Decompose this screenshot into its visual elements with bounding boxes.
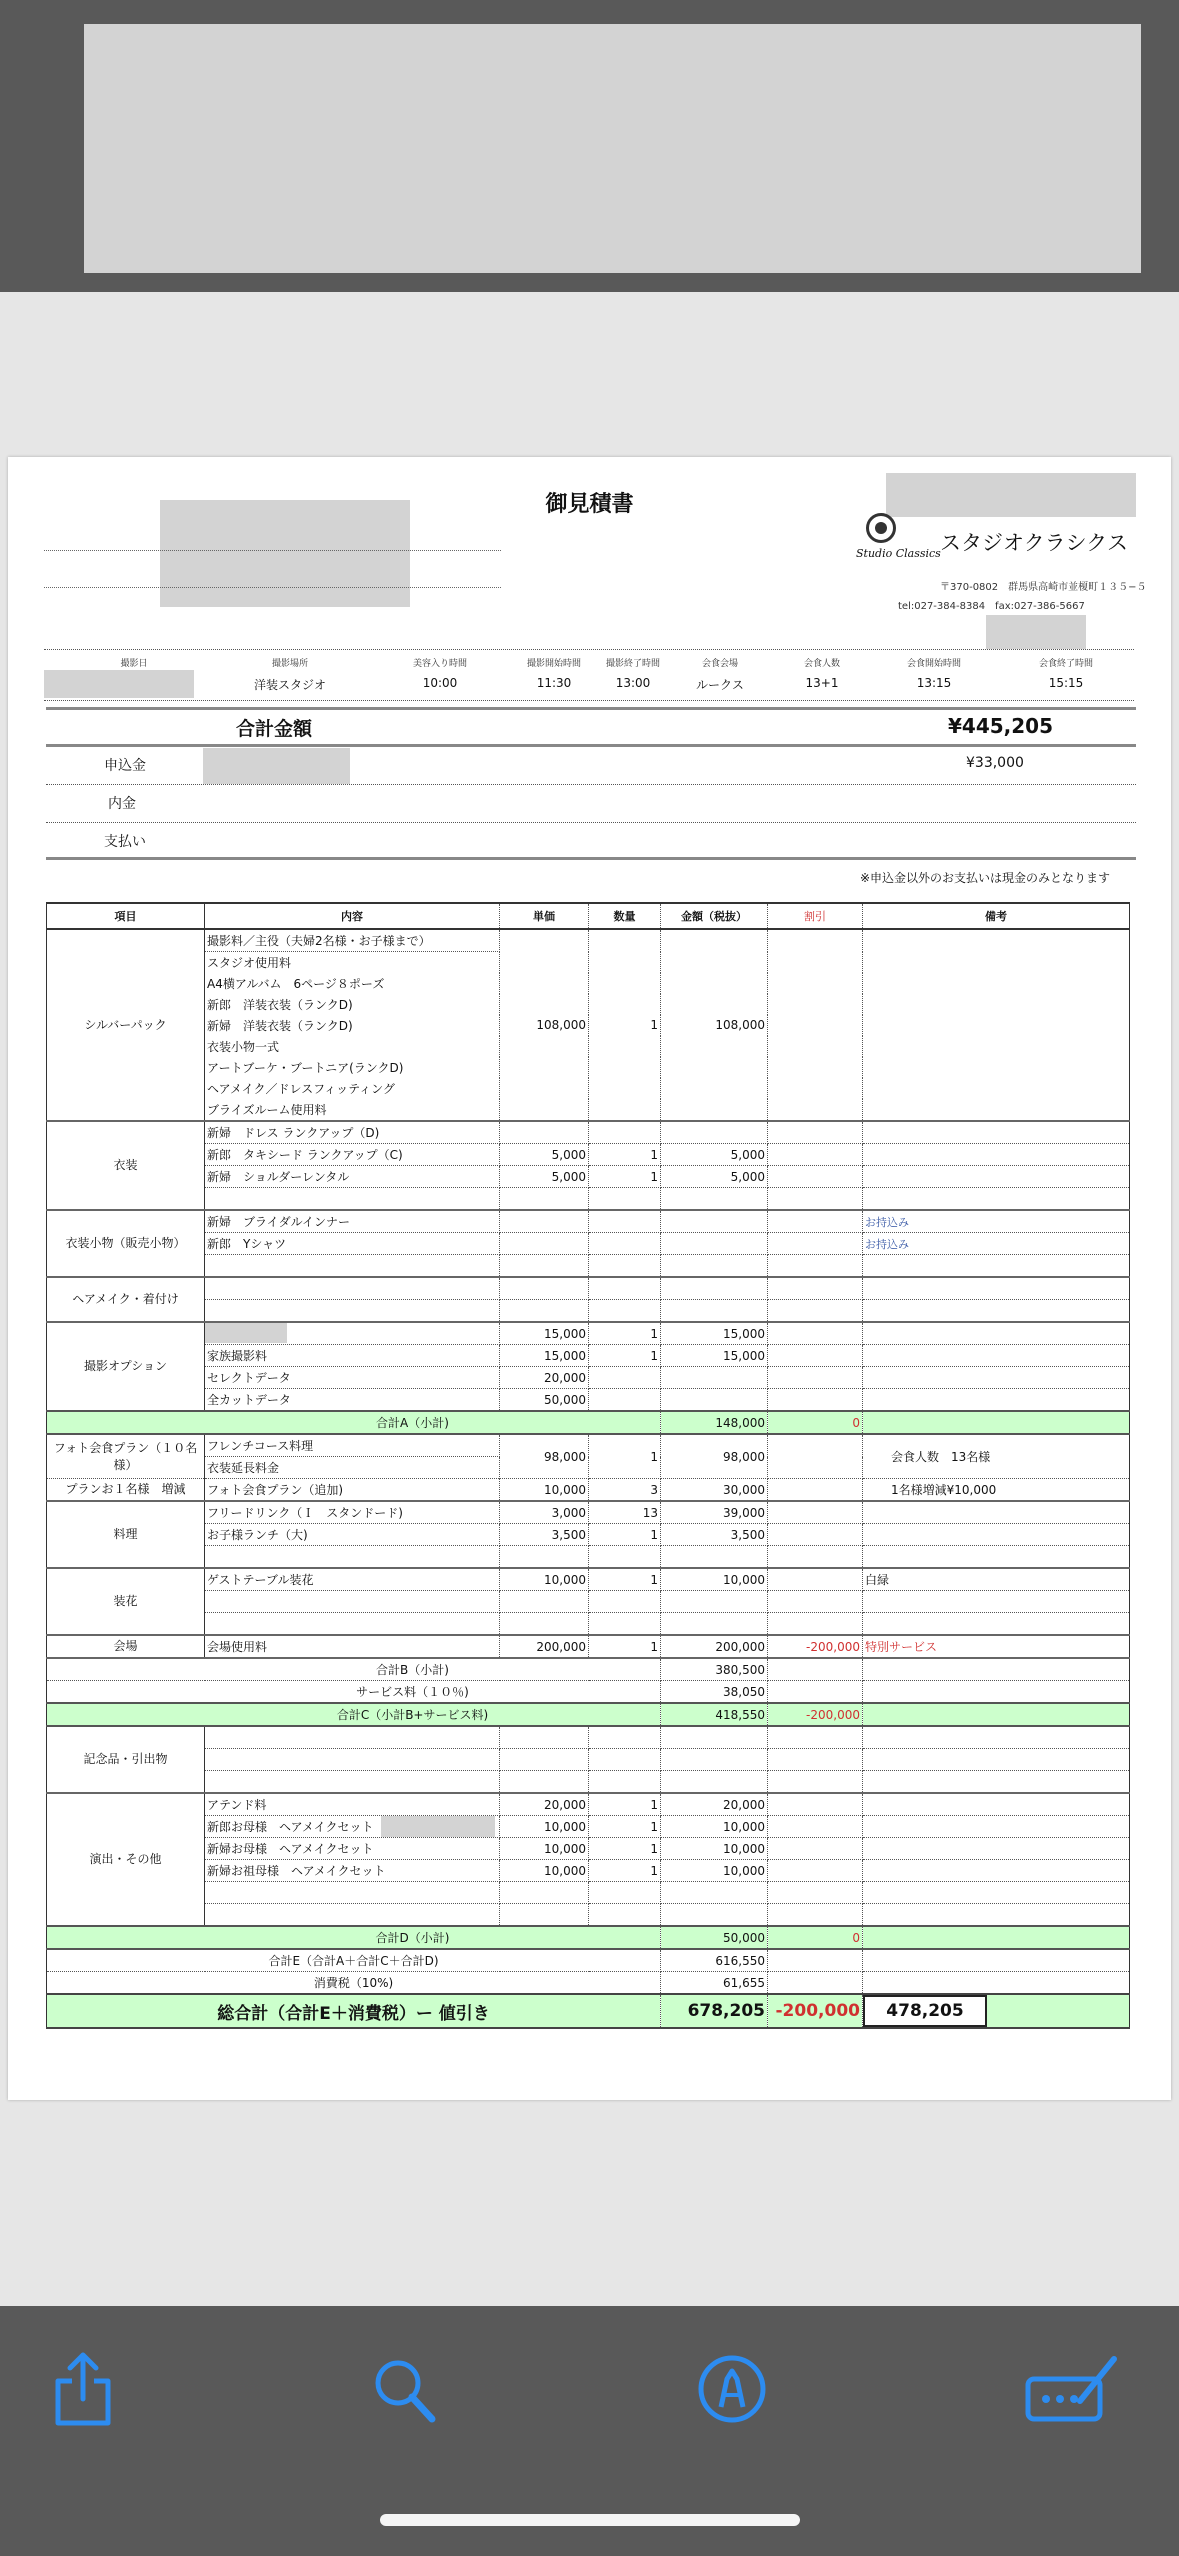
subtotal-row: [47, 1681, 1130, 1704]
price-cell: 15,000: [500, 1345, 589, 1367]
info-header: 撮影終了時間: [605, 659, 661, 669]
amount-cell: [661, 1121, 768, 1144]
content-cell: アートブーケ・ブートニア(ランクD): [205, 1057, 500, 1078]
discount-cell: [768, 929, 863, 1121]
note-cell: お持込み: [863, 1210, 1130, 1233]
price-cell: 15,000: [500, 1322, 589, 1345]
table-row: [47, 1613, 1130, 1636]
note-cell: 白緑: [863, 1568, 1130, 1591]
item-label: 衣装: [47, 1121, 205, 1210]
total-amount: ¥445,205: [948, 714, 1054, 738]
table-row: [47, 1882, 1130, 1904]
price-cell: 5,000: [500, 1166, 589, 1188]
redacted-text: [205, 1323, 287, 1343]
studio-logo: [856, 513, 941, 577]
info-value: 洋装スタジオ: [253, 678, 327, 692]
table-row: [47, 1322, 1130, 1345]
divider: [46, 707, 1136, 710]
price-cell: 20,000: [500, 1367, 589, 1389]
price-cell: 50,000: [500, 1389, 589, 1412]
content-cell: アテンド料: [205, 1793, 500, 1816]
table-row: [47, 1389, 1130, 1412]
search-icon[interactable]: [370, 2349, 440, 2429]
qty-cell: 1: [589, 1635, 661, 1658]
estimate-table: [46, 902, 1130, 2029]
table-row: [47, 1771, 1130, 1794]
amount-cell: 98,000: [661, 1434, 768, 1479]
table-row: [47, 1255, 1130, 1278]
content-cell: 新婦 ブライダルインナー: [205, 1210, 500, 1233]
price-cell: 10,000: [500, 1838, 589, 1860]
home-indicator[interactable]: [380, 2514, 800, 2526]
redacted-deposit-date: [203, 748, 350, 784]
price-cell: 10,000: [500, 1860, 589, 1882]
table-row: [47, 1568, 1130, 1591]
discount-cell: [768, 1166, 863, 1188]
table-row: [47, 1277, 1130, 1300]
qty-cell: 1: [589, 1322, 661, 1345]
content-cell: セレクトデータ: [205, 1367, 500, 1389]
info-header: 会食人数: [803, 659, 841, 669]
table-row: [47, 1210, 1130, 1233]
table-row: [47, 1546, 1130, 1569]
amount-cell: 10,000: [661, 1816, 768, 1838]
discount-cell: [768, 1121, 863, 1144]
info-header: 美容入り時間: [412, 659, 468, 669]
qty-cell: 1: [589, 1144, 661, 1166]
subtotal-discount: 0: [768, 1926, 863, 1949]
subtotal-amount: 616,550: [661, 1949, 768, 1972]
deposit-label: 申込金: [104, 758, 146, 774]
table-row: [47, 1726, 1130, 1749]
content-cell: 新郎 Yシャツ: [205, 1233, 500, 1255]
amount-cell: 15,000: [661, 1322, 768, 1345]
note-cell: [863, 929, 1130, 1121]
divider: [46, 857, 1136, 860]
item-label: 装花: [47, 1568, 205, 1635]
divider: [46, 822, 1136, 823]
col-header: 割引: [768, 903, 863, 929]
qty-cell: [589, 1121, 661, 1144]
info-value: 13+1: [805, 676, 839, 690]
tax-amount: 61,655: [661, 1972, 768, 1995]
content-cell: 新婦お母様 ヘアメイクセット: [205, 1838, 500, 1860]
content-cell: 新郎 洋装衣装（ランクD): [205, 994, 500, 1015]
amount-cell: 20,000: [661, 1793, 768, 1816]
table-row: [47, 1144, 1130, 1166]
subtotal-row: [47, 1411, 1130, 1434]
table-row: [47, 1367, 1130, 1389]
logo-text: Studio Classics: [856, 547, 941, 560]
subtotal-discount: -200,000: [768, 1703, 863, 1726]
service-label: サービス料（１０％): [47, 1681, 661, 1704]
note-cell: [863, 1121, 1130, 1144]
table-row: [47, 929, 1130, 952]
content-cell: 衣装小物一式: [205, 1036, 500, 1057]
table-row: [47, 1345, 1130, 1367]
qty-cell: 1: [589, 1860, 661, 1882]
content-cell: 新婦 ショルダーレンタル: [205, 1166, 500, 1188]
price-cell: 5,000: [500, 1144, 589, 1166]
info-header: 会食開始時間: [906, 659, 962, 669]
content-cell: 衣装延長料金: [205, 1457, 500, 1479]
table-row: [47, 1904, 1130, 1927]
amount-cell: 5,000: [661, 1144, 768, 1166]
content-cell: ゲストテーブル装花: [205, 1568, 500, 1591]
shoot-info-row: [44, 649, 1134, 701]
redacted-text: [381, 1816, 495, 1838]
content-cell: フォト会食プラン（追加): [205, 1479, 500, 1502]
grand-total-final: 478,205: [863, 1995, 987, 2027]
info-value: ルークス: [696, 678, 744, 692]
price-cell: 108,000: [500, 929, 589, 1121]
amount-cell: 5,000: [661, 1166, 768, 1188]
price-cell: 98,000: [500, 1434, 589, 1479]
col-header: 金額（税抜）: [661, 903, 768, 929]
table-header-row: [47, 903, 1130, 929]
studio-name: スタジオクラシクス: [940, 531, 1128, 555]
content-cell: A4横アルバム 6ページ８ポーズ: [205, 973, 500, 994]
qty-cell: 13: [589, 1501, 661, 1524]
col-header: 単価: [500, 903, 589, 929]
info-value: 15:15: [1048, 676, 1084, 690]
info-header: 会食終了時間: [1038, 659, 1094, 669]
table-row: [47, 1166, 1130, 1188]
discount-cell: [768, 1144, 863, 1166]
payment-label: 支払い: [104, 834, 146, 850]
amount-cell: 10,000: [661, 1860, 768, 1882]
subtotal-label: 合計E（合計A＋合計C＋合計D): [47, 1949, 661, 1972]
content-cell: スタジオ使用料: [205, 952, 500, 974]
price-cell: 20,000: [500, 1793, 589, 1816]
price-cell: 3,500: [500, 1524, 589, 1546]
divider: [46, 744, 1136, 747]
qty-cell: 1: [589, 1434, 661, 1479]
note-cell: [863, 1166, 1130, 1188]
table-row: [47, 1479, 1130, 1502]
studio-contact: tel:027-384-8384 fax:027-386-5667: [898, 601, 1085, 612]
content-cell: [205, 1322, 500, 1345]
payment-note: ※申込金以外のお支払いは現金のみとなります: [860, 871, 1111, 885]
estimate-document: [8, 457, 1171, 2100]
content-cell: 新婦 ドレス ランクアップ（D): [205, 1121, 500, 1144]
content-text: 新郎お母様 ヘアメイクセット: [207, 1820, 374, 1834]
qty-cell: 1: [589, 1816, 661, 1838]
info-value: 13:00: [615, 676, 651, 690]
item-label: プランお１名様 増減: [47, 1479, 205, 1502]
info-value: 13:15: [916, 676, 952, 690]
content-cell: ヘアメイク／ドレスフィッティング: [205, 1078, 500, 1099]
subtotal-row: [47, 1949, 1130, 1972]
price-cell: 10,000: [500, 1816, 589, 1838]
amount-cell: 10,000: [661, 1568, 768, 1591]
grand-total-amount: 678,205: [661, 1994, 768, 2028]
amount-cell: 108,000: [661, 929, 768, 1121]
deposit-amount: ¥33,000: [966, 755, 1024, 771]
note-cell: 特別サービス: [863, 1635, 1130, 1658]
content-cell: 撮影料／主役（夫婦2名様・お子様まで）: [205, 929, 500, 952]
studio-address: 〒370-0802 群馬県高崎市並榎町１３５−５: [940, 582, 1147, 593]
col-header: 内容: [205, 903, 500, 929]
table-row: [47, 1860, 1130, 1882]
table-row: [47, 1816, 1130, 1838]
redacted-stamp: [986, 615, 1086, 649]
amount-cell: 10,000: [661, 1838, 768, 1860]
discount-cell: -200,000: [768, 1635, 863, 1658]
subtotal-row: [47, 1703, 1130, 1726]
subtotal-amount: 50,000: [661, 1926, 768, 1949]
price-cell: 10,000: [500, 1568, 589, 1591]
content-cell: 会場使用料: [205, 1635, 500, 1658]
table-row: [47, 1793, 1130, 1816]
total-label: 合計金額: [236, 718, 313, 740]
signature-icon[interactable]: [1022, 2349, 1122, 2429]
content-cell: 新婦お祖母様 ヘアメイクセット: [205, 1860, 500, 1882]
table-row: [47, 1591, 1130, 1613]
redacted-image: [84, 24, 1141, 273]
content-cell: 新郎 タキシード ランクアップ（C): [205, 1144, 500, 1166]
share-icon[interactable]: [48, 2349, 118, 2429]
item-label: シルバーパック: [47, 929, 205, 1121]
col-header: 備考: [863, 903, 1130, 929]
document-title: 御見積書: [545, 492, 634, 517]
service-amount: 38,050: [661, 1681, 768, 1704]
subtotal-row: [47, 1658, 1130, 1681]
logo-emblem-icon: [866, 513, 896, 543]
subtotal-label: 合計D（小計): [47, 1926, 661, 1949]
subtotal-label: 合計C（小計B+サービス料): [47, 1703, 661, 1726]
grand-total-final-cell: [863, 1994, 1130, 2028]
item-label: ヘアメイク・着付け: [47, 1277, 205, 1322]
table-row: [47, 1501, 1130, 1524]
info-value: 11:30: [536, 676, 572, 690]
qty-cell: 1: [589, 929, 661, 1121]
amount-cell: 39,000: [661, 1501, 768, 1524]
grand-total-discount: -200,000: [768, 1994, 863, 2028]
item-label: 衣装小物（販売小物）: [47, 1210, 205, 1277]
price-cell: 10,000: [500, 1479, 589, 1502]
note-cell: お持込み: [863, 1233, 1130, 1255]
qty-cell: 1: [589, 1345, 661, 1367]
qty-cell: 1: [589, 1793, 661, 1816]
subtotal-amount: 380,500: [661, 1658, 768, 1681]
qty-cell: 1: [589, 1838, 661, 1860]
qty-cell: 3: [589, 1479, 661, 1502]
table-row: [47, 1121, 1130, 1144]
subtotal-discount: 0: [768, 1411, 863, 1434]
info-header: 会食会場: [701, 659, 739, 669]
subtotal-amount: 418,550: [661, 1703, 768, 1726]
qty-cell: 1: [589, 1524, 661, 1546]
redacted-header-box: [886, 473, 1136, 517]
amount-cell: 30,000: [661, 1479, 768, 1502]
content-cell: 家族撮影料: [205, 1345, 500, 1367]
redacted-shoot-date: [44, 670, 194, 698]
item-label: 記念品・引出物: [47, 1726, 205, 1793]
item-label: 会場: [47, 1635, 205, 1658]
qty-cell: 1: [589, 1568, 661, 1591]
subtotal-row: [47, 1926, 1130, 1949]
price-cell: [500, 1121, 589, 1144]
info-header: 撮影日: [120, 659, 148, 669]
content-cell: 新婦 洋装衣装（ランクD): [205, 1015, 500, 1036]
table-row: [47, 1838, 1130, 1860]
col-header: 数量: [589, 903, 661, 929]
price-cell: 200,000: [500, 1635, 589, 1658]
table-row: [47, 1635, 1130, 1658]
name-underline: [44, 550, 501, 551]
info-header: 撮影場所: [271, 659, 309, 669]
table-row: [47, 1434, 1130, 1457]
content-cell: フリードリンク（Ｉ スタンドード): [205, 1501, 500, 1524]
top-bar: [0, 0, 1179, 292]
item-label: 料理: [47, 1501, 205, 1568]
content-cell: ブライズルーム使用料: [205, 1099, 500, 1121]
table-row: [47, 1233, 1130, 1255]
table-row: [47, 1188, 1130, 1211]
divider: [46, 784, 1136, 785]
subtotal-amount: 148,000: [661, 1411, 768, 1434]
item-label: フォト会食プラン（１０名様）: [47, 1434, 205, 1479]
note-cell: [863, 1144, 1130, 1166]
name-underline: [44, 587, 501, 588]
bottom-toolbar: [0, 2306, 1179, 2556]
table-row: [47, 1749, 1130, 1771]
amount-cell: 15,000: [661, 1345, 768, 1367]
item-label: 撮影オプション: [47, 1322, 205, 1411]
subtotal-row: [47, 1972, 1130, 1995]
content-cell: 全カットデータ: [205, 1389, 500, 1412]
grand-total-label: 総合計（合計E＋消費税）ー 値引き: [47, 1994, 661, 2028]
note-cell: 1名様増減¥10,000: [863, 1479, 1130, 1502]
content-cell: フレンチコース料理: [205, 1434, 500, 1457]
info-value: 10:00: [422, 676, 458, 690]
content-cell: お子様ランチ（大): [205, 1524, 500, 1546]
subtotal-label: 合計B（小計): [47, 1658, 661, 1681]
redacted-customer-name: [160, 500, 410, 607]
item-label: 演出・その他: [47, 1793, 205, 1926]
amount-cell: 3,500: [661, 1524, 768, 1546]
subtotal-label: 合計A（小計): [47, 1411, 661, 1434]
table-row: [47, 1524, 1130, 1546]
content-cell: [205, 1816, 500, 1838]
info-header: 撮影開始時間: [526, 659, 582, 669]
markup-icon[interactable]: [697, 2349, 767, 2429]
grand-total-row: [47, 1994, 1130, 2028]
col-header: 項目: [47, 903, 205, 929]
partial-label: 内金: [108, 796, 136, 812]
qty-cell: 1: [589, 1166, 661, 1188]
table-row: [47, 1300, 1130, 1323]
amount-cell: 200,000: [661, 1635, 768, 1658]
price-cell: 3,000: [500, 1501, 589, 1524]
note-cell: 会食人数 13名様: [863, 1434, 1130, 1479]
tax-label: 消費税（10%): [47, 1972, 661, 1995]
